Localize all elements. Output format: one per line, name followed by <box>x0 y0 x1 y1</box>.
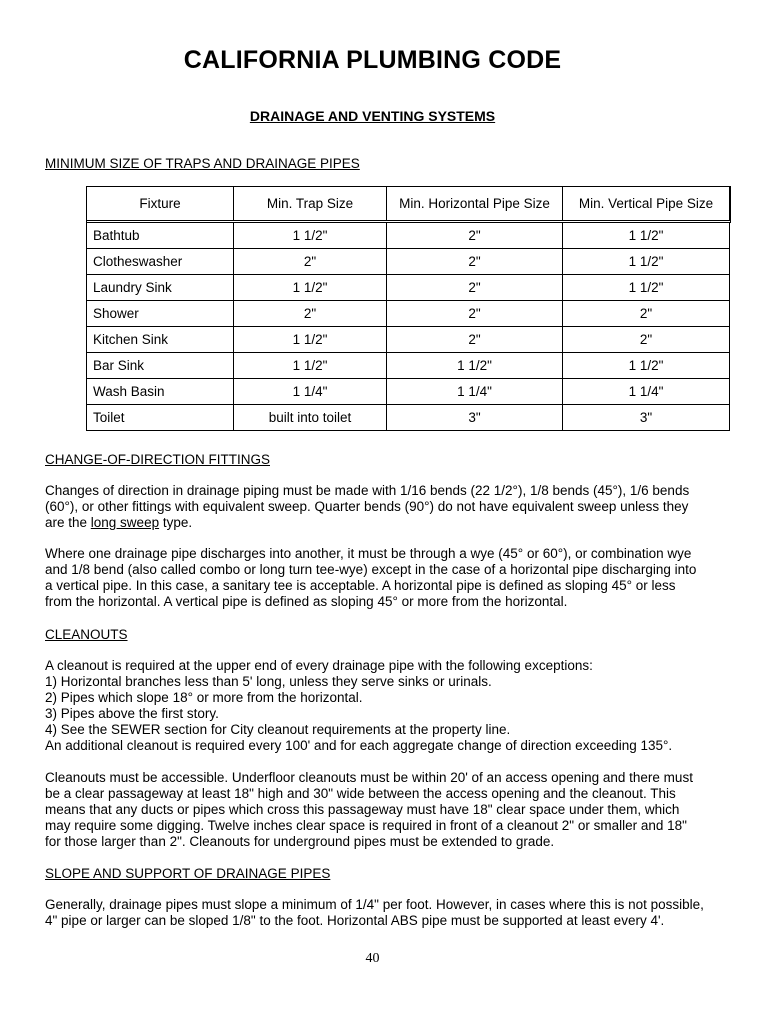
cleanouts-list <box>45 658 705 754</box>
cleanouts-paragraph-2: Cleanouts must be accessible. Underfloor cleanouts must be within 20' of an access opening and there must be a clear passageway at least 18" high and 30" wide between the access opening and the cleanout. This means that any ducts or pipes which cross this passageway must have 18" clear space under them, which may require some digging. Twelve inches clear space is required in front of a cleanout 2" or smaller and 18" for those larger than 2". Cleanouts for underground pipes must be extended to grade. <box>45 770 693 849</box>
table-row <box>87 222 730 249</box>
fittings-paragraph-1 <box>45 483 705 531</box>
cell-vertical: 2" <box>563 327 730 353</box>
cell-horizontal: 2" <box>387 327 563 353</box>
table-row <box>87 275 730 301</box>
slope-heading: SLOPE AND SUPPORT OF DRAINAGE PIPES <box>45 866 331 881</box>
page-number: 40 <box>365 951 380 966</box>
cell-vertical: 1 1/2" <box>563 353 730 379</box>
cell-fixture: Bar Sink <box>87 353 234 379</box>
cell-trap: 2" <box>234 301 387 327</box>
cell-trap: 1 1/2" <box>234 353 387 379</box>
cleanouts-heading: CLEANOUTS <box>45 627 128 642</box>
cleanouts-line: An additional cleanout is required every 100' and for each aggregate change of direction exceeding 135°. <box>45 738 673 753</box>
cleanouts-line: 2) Pipes which slope 18° or more from the horizontal. <box>45 690 363 705</box>
header-trap-size: Min. Trap Size <box>234 187 387 222</box>
cell-vertical: 3" <box>563 405 730 431</box>
cleanouts-line: 4) See the SEWER section for City cleanout requirements at the property line. <box>45 722 511 737</box>
cell-fixture: Clotheswasher <box>87 249 234 275</box>
header-fixture: Fixture <box>87 187 234 222</box>
cell-fixture: Toilet <box>87 405 234 431</box>
cleanouts-line: 1) Horizontal branches less than 5' long, unless they serve sinks or urinals. <box>45 674 492 689</box>
table-row <box>87 301 730 327</box>
cell-fixture: Bathtub <box>87 222 234 249</box>
cell-vertical: 1 1/2" <box>563 275 730 301</box>
cell-trap: 1 1/2" <box>234 327 387 353</box>
cell-trap: 1 1/4" <box>234 379 387 405</box>
cleanouts-line: A cleanout is required at the upper end of every drainage pipe with the following exceptions: <box>45 658 593 673</box>
fittings-text-end: type. <box>159 515 193 530</box>
cell-horizontal: 1 1/4" <box>387 379 563 405</box>
header-horizontal-size: Min. Horizontal Pipe Size <box>387 187 563 222</box>
cell-fixture: Laundry Sink <box>87 275 234 301</box>
cell-vertical: 1 1/4" <box>563 379 730 405</box>
document-subtitle: DRAINAGE AND VENTING SYSTEMS <box>249 108 496 124</box>
cell-fixture: Wash Basin <box>87 379 234 405</box>
cell-vertical: 1 1/2" <box>563 249 730 275</box>
long-sweep-term: long sweep <box>90 515 160 530</box>
cell-fixture: Kitchen Sink <box>87 327 234 353</box>
cell-trap: built into toilet <box>234 405 387 431</box>
cell-horizontal: 2" <box>387 249 563 275</box>
table-row <box>87 353 730 379</box>
header-vertical-size: Min. Vertical Pipe Size <box>563 187 730 222</box>
slope-paragraph: Generally, drainage pipes must slope a minimum of 1/4" per foot. However, in cases where this is not possible, 4" pipe or larger can be sloped 1/8" to the foot. Horizontal ABS pipe must be supported at least every 4'. <box>45 897 704 928</box>
cell-horizontal: 3" <box>387 405 563 431</box>
fittings-paragraph-2: Where one drainage pipe discharges into another, it must be through a wye (45° or 60°), or combination wye and 1/8 bend (also called combo or long turn tee-wye) except in the case of a horizontal pipe discharging into a vertical pipe. In this case, a sanitary tee is acceptable. A horizontal pipe is defined as sloping 45° or less from the horizontal. A vertical pipe is defined as sloping 45° or more from the horizontal. <box>45 546 697 609</box>
cell-vertical: 2" <box>563 301 730 327</box>
fittings-text-start: Changes of direction in drainage piping must be made with 1/16 bends (22 1/2°), 1/8 bends (45°), 1/6 bends (60°), or other fittings with equivalent sweep. Quarter bends (90°) do not have equivalent sweep unless they are the <box>45 483 690 530</box>
table-row <box>87 327 730 353</box>
cleanouts-line: 3) Pipes above the first story. <box>45 706 219 721</box>
document-title: CALIFORNIA PLUMBING CODE <box>183 46 562 74</box>
cell-vertical: 1 1/2" <box>563 222 730 249</box>
cell-trap: 1 1/2" <box>234 222 387 249</box>
cell-horizontal: 2" <box>387 222 563 249</box>
cell-horizontal: 2" <box>387 275 563 301</box>
cell-horizontal: 2" <box>387 301 563 327</box>
cell-trap: 1 1/2" <box>234 275 387 301</box>
cell-fixture: Shower <box>87 301 234 327</box>
table-row <box>87 249 730 275</box>
cell-horizontal: 1 1/2" <box>387 353 563 379</box>
pipe-size-table <box>86 186 730 431</box>
table-row <box>87 379 730 405</box>
table-row <box>87 405 730 431</box>
traps-heading: MINIMUM SIZE OF TRAPS AND DRAINAGE PIPES <box>45 156 360 171</box>
table-header-row <box>87 187 730 222</box>
fittings-heading: CHANGE-OF-DIRECTION FITTINGS <box>45 452 270 467</box>
cell-trap: 2" <box>234 249 387 275</box>
